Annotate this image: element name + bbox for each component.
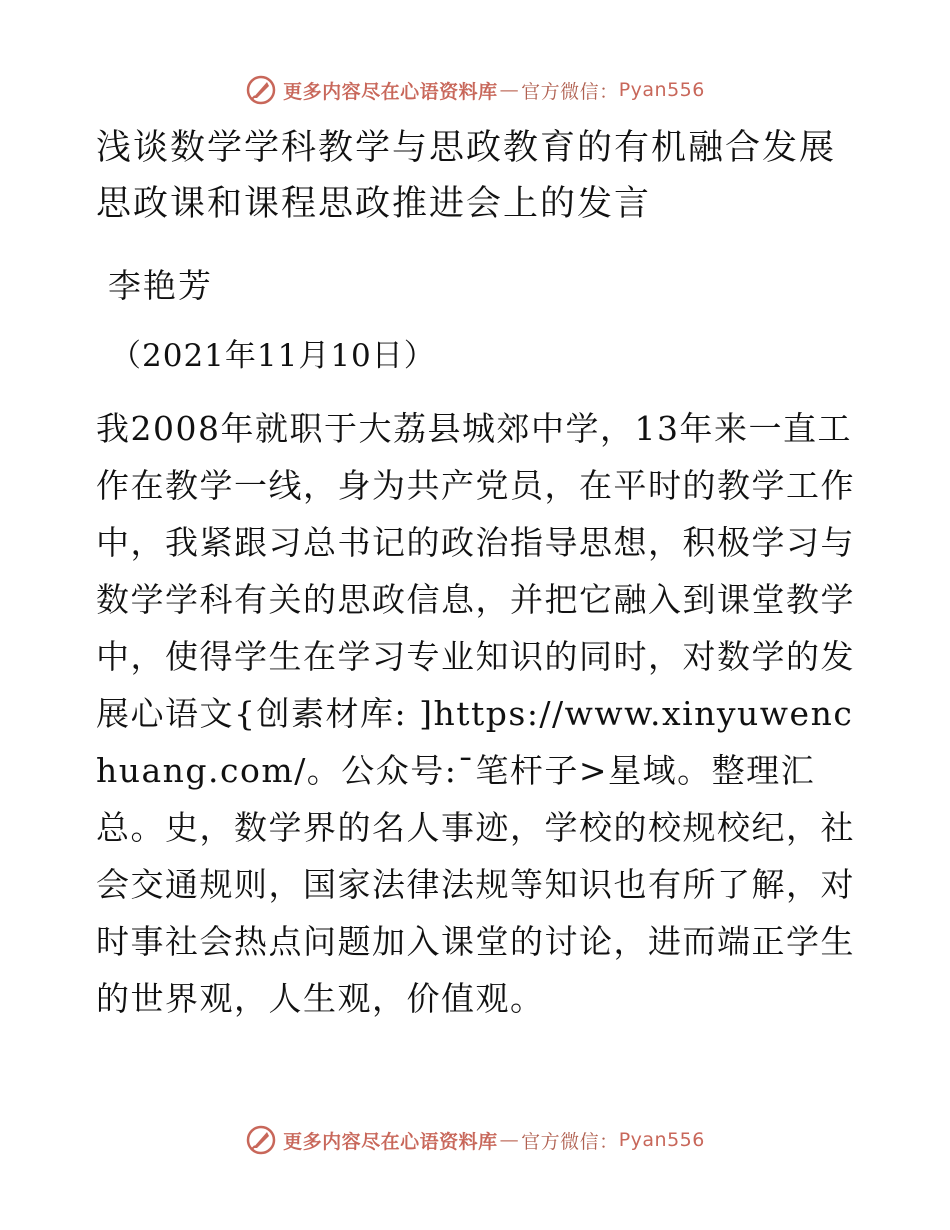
header-watermark <box>0 70 950 110</box>
footer-watermark <box>0 1120 950 1160</box>
document-body: 我2008年就职于大荔县城郊中学，13年来一直工作在教学一线，身为共产党员，在平时的教学工作中，我紧跟习总书记的政治指导思想，积极学习与数学学科有关的思政信息，并把它融入到课堂教学中，使得学生在学习专业知识的同时，对数学的发展心语文{创素材库: ]https://www.xinyuwenchuang.com/。公众号:¯笔杆子>星域。整理汇总。史，数学界的名人事迹，学校的校规校纪，社会交通规则，国家法律法规等知识也有所了解，对时事社会热点问题加入课堂的讨论，进而端正学生的世界观，人生观，价值观。 <box>96 409 855 1018</box>
document-author: 李艳芳 <box>108 266 213 305</box>
watermark-wechat-id: Pyan556 <box>618 79 705 101</box>
document-content <box>96 120 856 1027</box>
watermark-brand: 更多内容尽在心语资料库 <box>283 1130 498 1153</box>
watermark-label: 官方微信： <box>521 1130 619 1153</box>
watermark-wechat-id: Pyan556 <box>618 1129 705 1151</box>
document-date: （2021年11月10日） <box>110 338 436 374</box>
watermark-brand: 更多内容尽在心语资料库 <box>283 80 498 103</box>
watermark-label: 官方微信： <box>521 80 619 103</box>
quill-logo-icon <box>245 1124 277 1156</box>
watermark-separator: — <box>499 1129 520 1151</box>
quill-logo-icon <box>245 74 277 106</box>
document-title: 浅谈数学学科教学与思政教育的有机融合发展思政课和课程思政推进会上的发言 <box>96 128 837 224</box>
watermark-separator: — <box>499 79 520 101</box>
